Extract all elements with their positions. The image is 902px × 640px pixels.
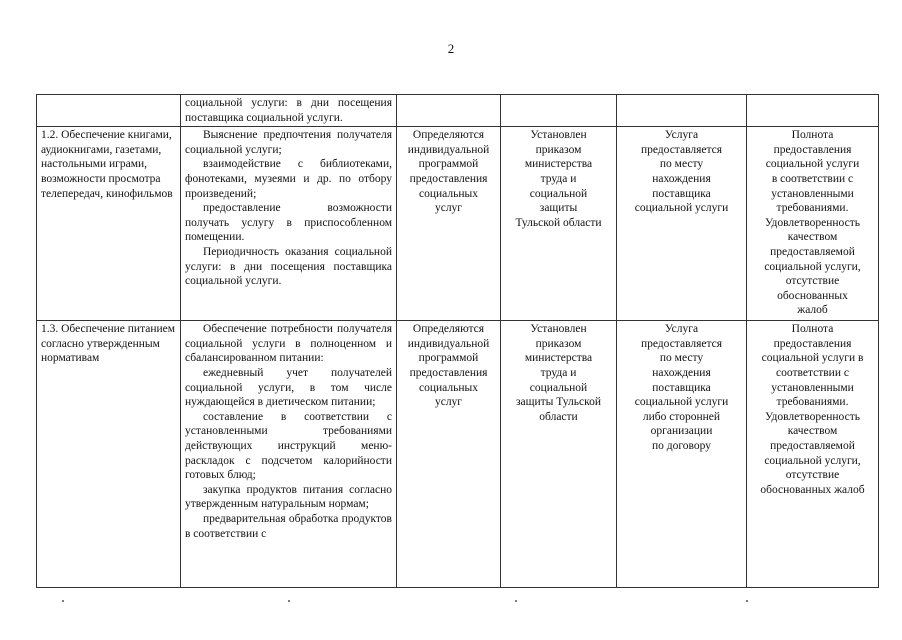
service-cell <box>37 95 181 127</box>
conditions-cell <box>617 321 747 588</box>
volume-cell <box>397 95 501 127</box>
indicators-line: обоснованных <box>777 289 848 302</box>
content-cell <box>181 127 397 321</box>
indicators-line: предоставления <box>773 337 852 350</box>
conditions-line: либо сторонней <box>642 410 721 423</box>
conditions-line: предоставляется <box>640 143 723 156</box>
volume-line: программой <box>418 352 479 365</box>
conditions-line: поставщика <box>652 187 711 200</box>
content-cell <box>181 95 397 127</box>
services-table <box>36 94 879 588</box>
indicators-cell <box>747 321 879 588</box>
volume-line: Определяются <box>412 129 485 142</box>
content-paragraph: предварительная обработка продуктов в соответствии с <box>185 512 392 540</box>
scan-dot <box>746 600 748 602</box>
table-row <box>37 95 879 127</box>
deadline-line: Установлен <box>530 129 587 142</box>
service-cell <box>37 321 181 588</box>
content-cell <box>181 321 397 588</box>
volume-line: Определяются <box>412 323 485 336</box>
service-cell <box>37 127 181 321</box>
indicators-cell <box>747 127 879 321</box>
volume-line: программой <box>418 158 479 171</box>
content-paragraph: Выяснение предпочтения получателя социальной услуги; <box>185 129 392 156</box>
indicators-line: предоставления <box>773 143 852 156</box>
indicators-cell <box>747 95 879 127</box>
conditions-line: Услуга <box>664 323 699 336</box>
deadline-line: труда и <box>540 172 577 185</box>
indicators-line: социальной услуги <box>765 158 860 171</box>
conditions-cell <box>617 95 747 127</box>
indicators-line: установленными <box>771 187 854 200</box>
deadline-cell <box>501 127 617 321</box>
scan-dot <box>288 600 290 602</box>
conditions-line: нахождения <box>652 172 711 185</box>
volume-line: предоставления <box>409 172 488 185</box>
indicators-line: отсутствие <box>785 275 840 288</box>
indicators-line: качеством <box>787 231 838 244</box>
indicators-line: отсутствие <box>785 469 840 482</box>
service-title: 1.3. Обеспечение питанием согласно утвержденным нормативам <box>41 323 176 365</box>
volume-line: услуг <box>434 396 463 409</box>
service-title: 1.2. Обеспечение книгами, аудиокнигами, газетами, настольными играми, возможности просмотра телепередач, кинофильмов <box>41 129 173 200</box>
indicators-line: требованиями. <box>776 202 849 215</box>
deadline-line: социальной <box>529 381 588 394</box>
indicators-line: Полнота <box>791 323 834 336</box>
conditions-line: организации <box>650 425 713 438</box>
volume-line: социальных <box>419 187 478 200</box>
indicators-line: требованиями. <box>776 396 849 409</box>
deadline-line: Тульской области <box>515 216 602 229</box>
deadline-line: министерства <box>524 158 593 171</box>
deadline-cell <box>501 95 617 127</box>
conditions-line: по месту <box>659 158 704 171</box>
content-paragraph: Периодичность оказания социальной услуги: в дни посещения поставщика социальной услуги. <box>185 245 392 288</box>
conditions-line: социальной услуги <box>634 202 729 215</box>
indicators-line: предоставляемой <box>770 245 855 258</box>
content-paragraph: Обеспечение потребности получателя социальной услуги в полноценном и сбалансированном питании: <box>185 323 392 365</box>
volume-line: индивидуальной <box>407 143 490 156</box>
scan-dot <box>515 600 517 602</box>
deadline-line: Установлен <box>530 323 587 336</box>
volume-line: предоставления <box>409 366 488 379</box>
indicators-line: Удовлетворенность <box>765 216 860 229</box>
conditions-line: социальной услуги <box>634 396 729 409</box>
content-paragraph: ежедневный учет получателей социальной услуги, в том числе нуждающейся в диетическом питании; <box>185 366 392 409</box>
indicators-line: социальной услуги в <box>761 352 864 365</box>
conditions-cell <box>617 127 747 321</box>
deadline-line: защиты Тульской <box>516 396 601 409</box>
content-paragraph: взаимодействие с библиотеками, фонотеками, музеями и др. по отбору произведений; <box>185 158 392 200</box>
table-row <box>37 127 879 321</box>
content-paragraph: составление в соответствии с установленными требованиями действующих инструкций меню-раскладок с подсчетом калорийности готовых блюд; <box>185 410 392 482</box>
indicators-line: жалоб <box>797 304 828 317</box>
conditions-line: Услуга <box>664 129 699 142</box>
indicators-line: качеством <box>787 425 838 438</box>
indicators-line: установленными <box>771 381 854 394</box>
content-paragraph: закупка продуктов питания согласно утвержденным натуральным нормам; <box>185 483 392 511</box>
indicators-line: Полнота <box>791 129 834 142</box>
deadline-cell <box>501 321 617 588</box>
volume-line: социальных <box>419 381 478 394</box>
deadline-line: приказом <box>535 337 582 350</box>
indicators-line: социальной услуги, <box>764 454 861 467</box>
indicators-line: предоставляемой <box>770 439 855 452</box>
deadline-line: министерства <box>524 352 593 365</box>
table-row <box>37 321 879 588</box>
conditions-line: поставщика <box>652 381 711 394</box>
deadline-line: социальной <box>529 187 588 200</box>
page-number: 2 <box>447 41 455 56</box>
indicators-line: Удовлетворенность <box>765 410 860 423</box>
volume-line: услуг <box>434 202 463 215</box>
deadline-line: области <box>539 410 578 423</box>
conditions-line: предоставляется <box>640 337 723 350</box>
conditions-line: по договору <box>651 439 711 452</box>
conditions-line: нахождения <box>652 366 711 379</box>
indicators-line: обоснованных жалоб <box>760 483 865 496</box>
content-paragraph: предоставление возможности получать услугу в приспособленном помещении. <box>185 202 392 244</box>
volume-line: индивидуальной <box>407 337 490 350</box>
scan-dot <box>62 600 64 602</box>
deadline-line: защиты <box>539 202 578 215</box>
scan-marks <box>0 600 902 610</box>
volume-cell <box>397 127 501 321</box>
deadline-line: труда и <box>540 366 577 379</box>
deadline-line: приказом <box>535 143 582 156</box>
services-table-body <box>37 95 879 588</box>
volume-cell <box>397 321 501 588</box>
indicators-line: социальной услуги, <box>764 260 861 273</box>
indicators-line: соответствии с <box>776 366 849 379</box>
content-paragraph: социальной услуги: в дни посещения поставщика социальной услуги. <box>185 97 392 124</box>
conditions-line: по месту <box>659 352 704 365</box>
indicators-line: в соответствии с <box>771 172 854 185</box>
